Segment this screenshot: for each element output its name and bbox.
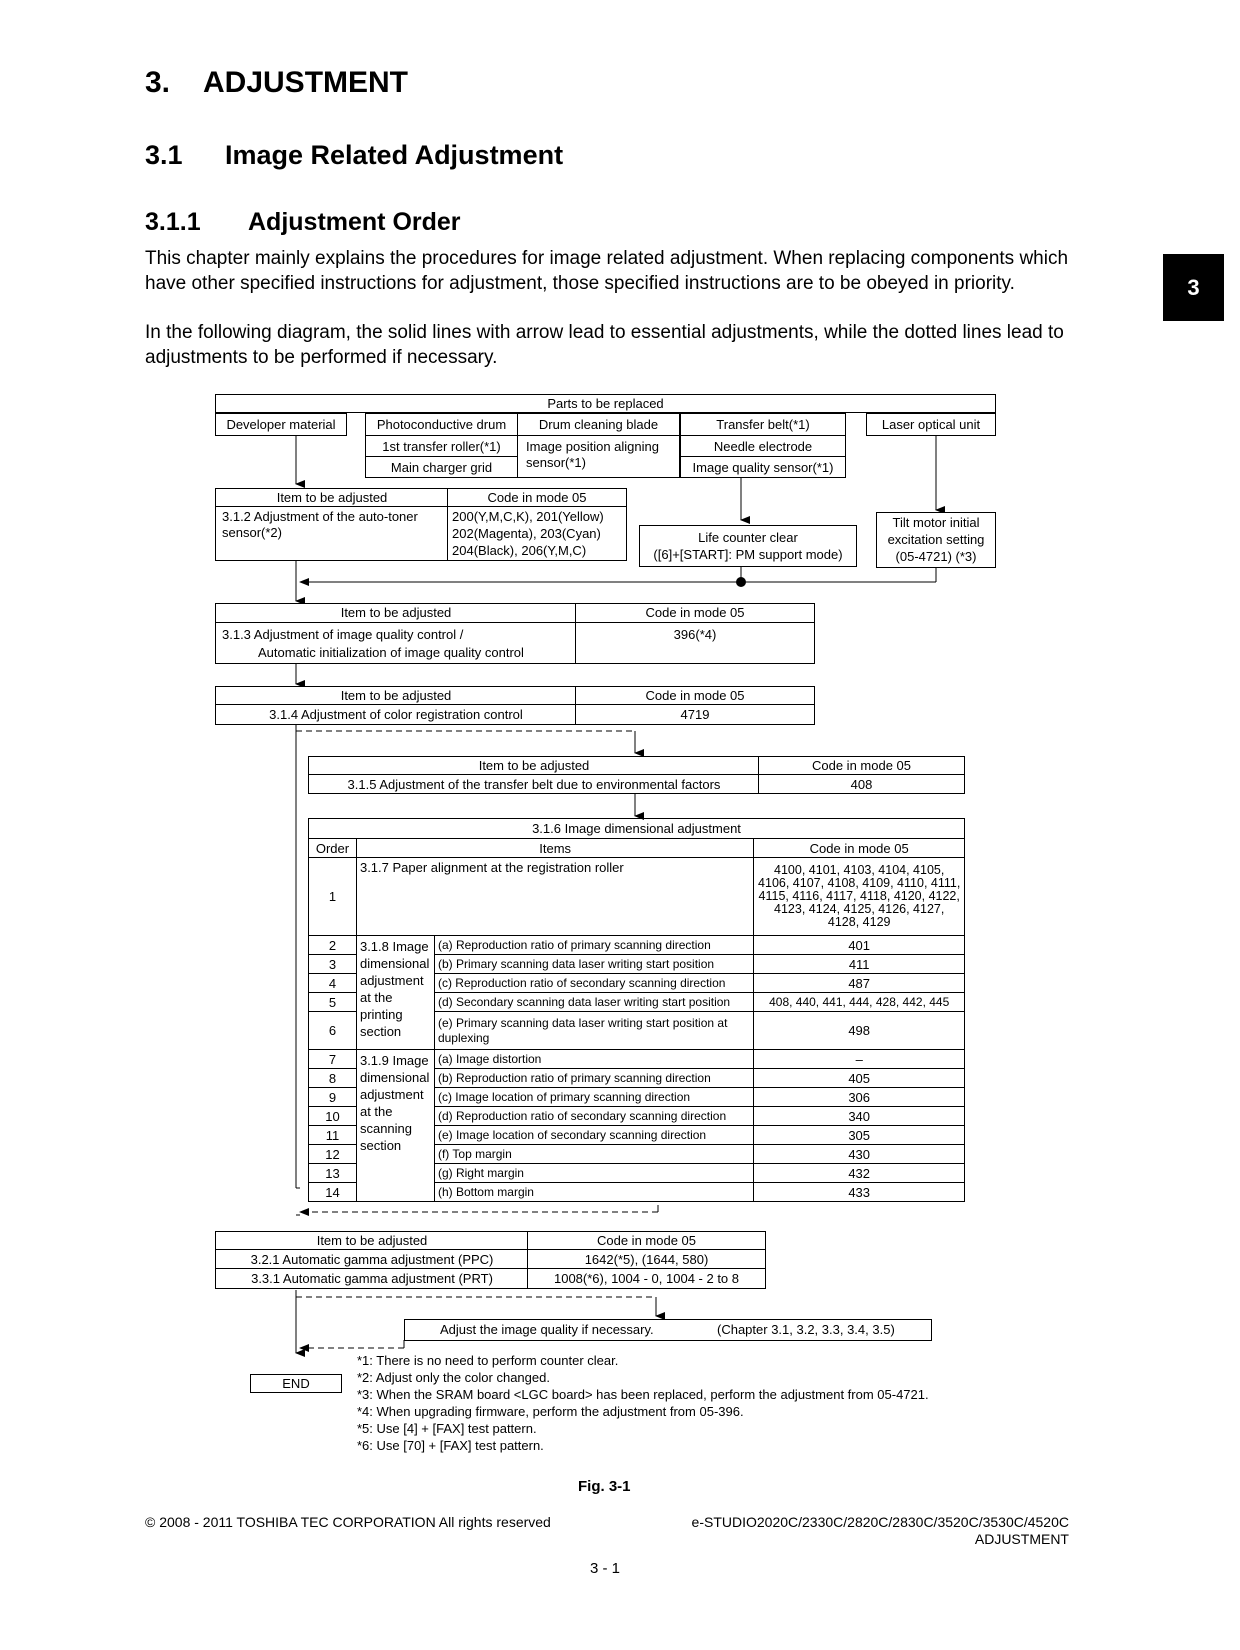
heading-subsection-text: Adjustment Order (248, 208, 461, 236)
life-counter-box: Life counter clear ([6]+[START]: PM support mode) (639, 525, 857, 567)
part-needle-electrode: Needle electrode (680, 435, 846, 457)
table-316-group-319: 3.1.9 Image dimensional adjustment at the scanning section (356, 1050, 434, 1202)
part-transfer-roller: 1st transfer roller(*1) (365, 435, 518, 457)
end-box: END (250, 1374, 342, 1393)
chapter-tab[interactable]: 3 (1163, 254, 1224, 321)
footnotes (357, 1352, 929, 1454)
step-312-box: Item to be adjusted Code in mode 05 3.1.2 Adjustment of the auto-toner sensor(*2) 200(Y,M,C,K), 201(Yellow) 202(Magenta), 203(Cyan) 204(Black), 206(Y,M,C) (215, 488, 627, 561)
parts-header-box (215, 394, 996, 413)
note-3: *3: When the SRAM board <LGC board> has been replaced, perform the adjustment from 05-4721. (357, 1387, 929, 1402)
step-314-box: Item to be adjusted Code in mode 05 3.1.4 Adjustment of color registration control 4719 (215, 686, 815, 725)
table-316-title: 3.1.6 Image dimensional adjustment (309, 819, 965, 839)
footer-copyright: © 2008 - 2011 TOSHIBA TEC CORPORATION All rights reserved (145, 1514, 551, 1530)
part-main-charger: Main charger grid (365, 456, 518, 478)
table-316-row1-codes: 4100, 4101, 4103, 4104, 4105, 4106, 4107, 4108, 4109, 4110, 4111, 4115, 4116, 4117, 4118, 4120, 4122, 4123, 4124, 4125, 4126, 4127, 4128, 4129 (754, 858, 965, 936)
heading-section-number: 3.1 (145, 140, 183, 170)
heading-chapter-number: 3. (145, 66, 171, 99)
heading-section-text: Image Related Adjustment (225, 140, 564, 170)
note-6: *6: Use [70] + [FAX] test pattern. (357, 1438, 544, 1453)
part-drum-blade: Drum cleaning blade (517, 413, 680, 436)
table-316: 3.1.6 Image dimensional adjustment Order Items Code in mode 05 1 3.1.7 Paper alignment at the registration roller 4100, 4101, 4103, 4104, 4105, 4106, 4107, 4108, 4109, 4110, 4111, 4115, 4116, 4117, 4118, 4120, 4122, 4123, 4124, 4125, 4126, 4127, 4128, 4129 2 3.1.8 Image dimensional adjustment at the printing section (a) Reproduction ratio of primary scanning direction 401 3 (b) Primary scanning data laser writing start position 411 4 (c) Reproduction ratio of secondary scanning direction 487 5 (d) Secondary scanning data laser writing start position 408, 440, 441, 444, 428, 442, 445 6 (e) Primary scanning data laser writing start position at duplexing 498 7 3.1.9 Image dimensional adjustment at the scanning section (a) Image distortion – 8 (b) Reproduction ratio of primary scanning direction 405 9 (c) Image location of primary scanning direction 306 10 (d) Reproduction ratio of secondary scanning direction 340 11 (e) Image location of secondary scanning direction 305 12 (f) Top margin 430 13 (g) Right margin 432 14 (h) Bottom margin 433 (308, 818, 965, 1202)
table-316-group-318: 3.1.8 Image dimensional adjustment at the printing section (356, 936, 434, 1050)
footer-model: e-STUDIO2020C/2330C/2820C/2830C/3520C/3530C/4520C (691, 1514, 1069, 1530)
step-313-box: Item to be adjusted Code in mode 05 3.1.3 Adjustment of image quality control / Automatic initialization of image quality control 396(*4) (215, 603, 815, 664)
note-5: *5: Use [4] + [FAX] test pattern. (357, 1421, 537, 1436)
part-transfer-belt: Transfer belt(*1) (680, 413, 846, 436)
intro-paragraph: This chapter mainly explains the procedures for image related adjustment. When replacing components which have other specified instructions for adjustment, those specified instructions are to be obeyed in priority. (145, 248, 1069, 294)
step-315-box: Item to be adjusted Code in mode 05 3.1.5 Adjustment of the transfer belt due to environmental factors 408 (308, 756, 965, 794)
note-2: *2: Adjust only the color changed. (357, 1370, 550, 1385)
gamma-box: Item to be adjusted Code in mode 05 3.2.1 Automatic gamma adjustment (PPC) 1642(*5), (1644, 580) 3.3.1 Automatic gamma adjustment (PRT) 1008(*6), 1004 - 0, 1004 - 2 to 8 (215, 1231, 766, 1289)
footer-section: ADJUSTMENT (974, 1531, 1069, 1547)
tilt-motor-box: Tilt motor initial excitation setting (05-4721) (*3) (876, 512, 996, 568)
note-1: *1: There is no need to perform counter clear. (357, 1353, 619, 1368)
part-photoconductive-drum: Photoconductive drum (365, 413, 518, 436)
part-developer: Developer material (215, 413, 347, 436)
diagram-explanation: In the following diagram, the solid lines with arrow lead to essential adjustments, while the dotted lines lead to adjustments to be performed if necessary. (145, 322, 1064, 368)
quality-box: Adjust the image quality if necessary. (Chapter 3.1, 3.2, 3.3, 3.4, 3.5) (404, 1319, 932, 1341)
part-quality-sensor: Image quality sensor(*1) (680, 456, 846, 478)
heading-subsection-number: 3.1.1 (145, 208, 201, 236)
heading-chapter-text: ADJUSTMENT (203, 66, 409, 99)
page-number: 3 - 1 (590, 1560, 621, 1577)
figure-caption: Fig. 3-1 (578, 1478, 631, 1495)
parts-header: Parts to be replaced (547, 396, 664, 411)
note-4: *4: When upgrading firmware, perform the adjustment from 05-396. (357, 1404, 744, 1419)
step-312-item: 3.1.2 Adjustment of the auto-toner sensor(*2) (222, 509, 418, 540)
part-image-sensor: Image position aligning sensor(*1) (517, 435, 680, 478)
part-laser-unit: Laser optical unit (866, 413, 996, 436)
